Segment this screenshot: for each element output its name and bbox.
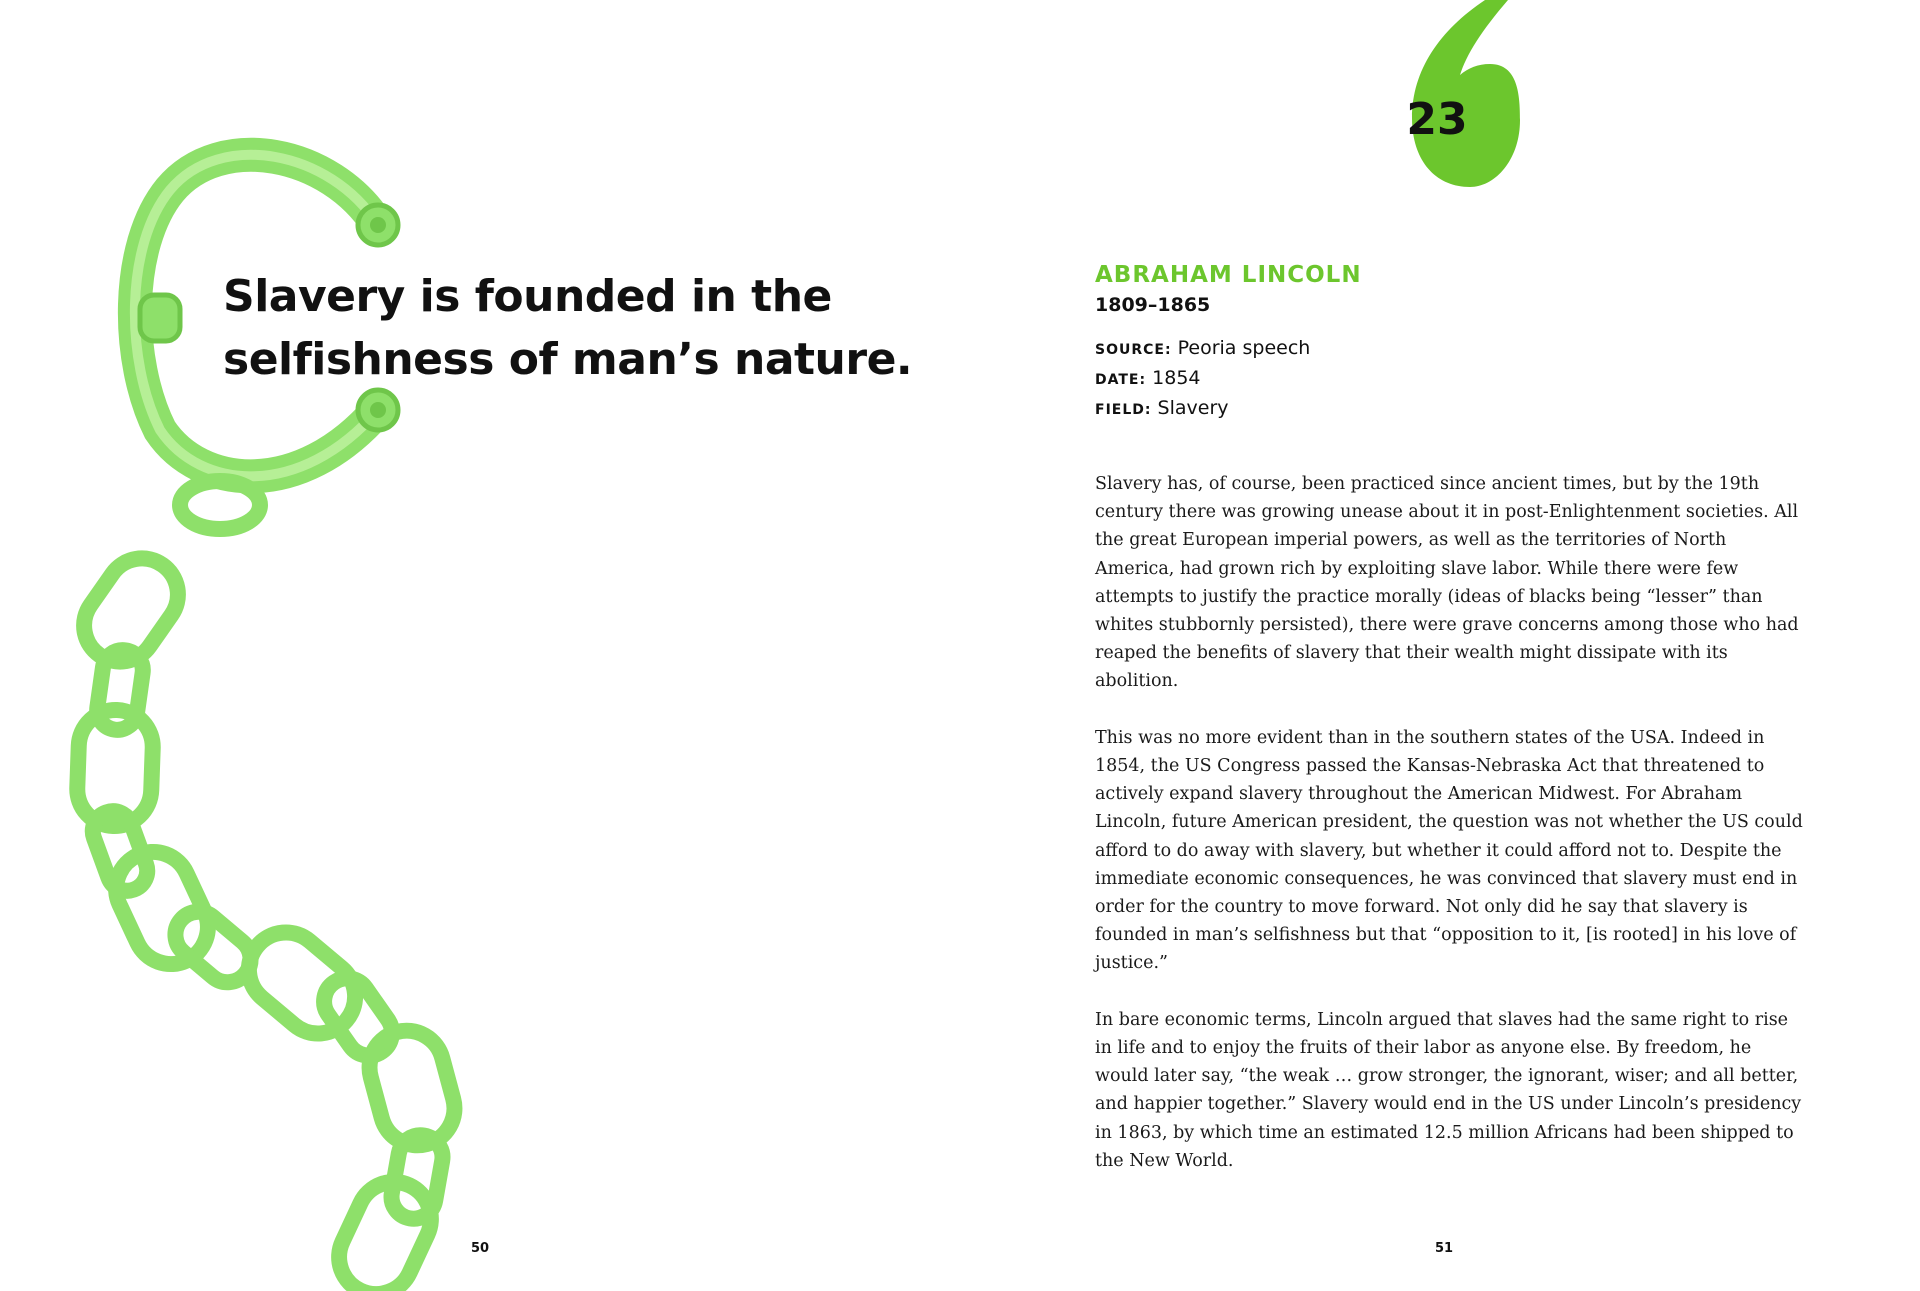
person-name: ABRAHAM LINCOLN bbox=[1095, 262, 1362, 288]
body-text bbox=[1095, 470, 1805, 1203]
date-label: DATE: bbox=[1095, 372, 1147, 388]
page-number-left: 50 bbox=[471, 1241, 490, 1256]
source-label: SOURCE: bbox=[1095, 342, 1172, 358]
entry-number: 23 bbox=[1406, 94, 1468, 145]
person-dates: 1809–1865 bbox=[1095, 294, 1211, 316]
meta-date bbox=[1095, 364, 1310, 394]
page-number-right: 51 bbox=[1435, 1241, 1454, 1256]
meta-source bbox=[1095, 334, 1310, 364]
entry-metadata bbox=[1095, 334, 1310, 424]
field-value: Slavery bbox=[1157, 397, 1229, 419]
chain-shackle-illustration bbox=[0, 0, 900, 1291]
body-paragraph-3: In bare economic terms, Lincoln argued that slaves had the same right to rise in life and to enjoy the fruits of their labor as anyone else. By freedom, he would later say, “the weak … grow stronger, the ignorant, wiser; and all better, and happier together.” Slavery would end in the US under Lincoln’s presidency in 1863, by which time an estimated 12.5 million Africans had been shipped to the New World. bbox=[1095, 1009, 1802, 1171]
pull-quote: Slavery is founded in the selfishness of man’s nature. bbox=[223, 271, 913, 385]
meta-field bbox=[1095, 394, 1310, 424]
field-label: FIELD: bbox=[1095, 402, 1152, 418]
date-value: 1854 bbox=[1152, 367, 1201, 389]
body-paragraph-1: Slavery has, of course, been practiced since ancient times, but by the 19th century there was growing unease about it in post-Enlightenment societies. All the great European imperial powers, as well as the territories of North America, had grown rich by exploiting slave labor. While there were few attempts to justify the practice morally (ideas of blacks being “lesser” than whites stubbornly persisted), there were grave concerns among those who had reaped the benefits of slavery that their wealth might dissipate with its abolition. bbox=[1095, 474, 1799, 692]
source-value: Peoria speech bbox=[1177, 337, 1311, 359]
body-paragraph-2: This was no more evident than in the southern states of the USA. Indeed in 1854, the US Congress passed the Kansas-Nebraska Act that threatened to actively expand slavery throughout the American Midwest. For Abraham Lincoln, future American president, the question was not whether the US could afford to do away with slavery, but whether it could afford not to. Despite the immediate economic consequences, he was convinced that slavery must end in order for the country to move forward. Not only did he say that slavery is founded in man’s selfishness but that “opposition to it, [is rooted] in his love of justice.” bbox=[1095, 727, 1803, 974]
